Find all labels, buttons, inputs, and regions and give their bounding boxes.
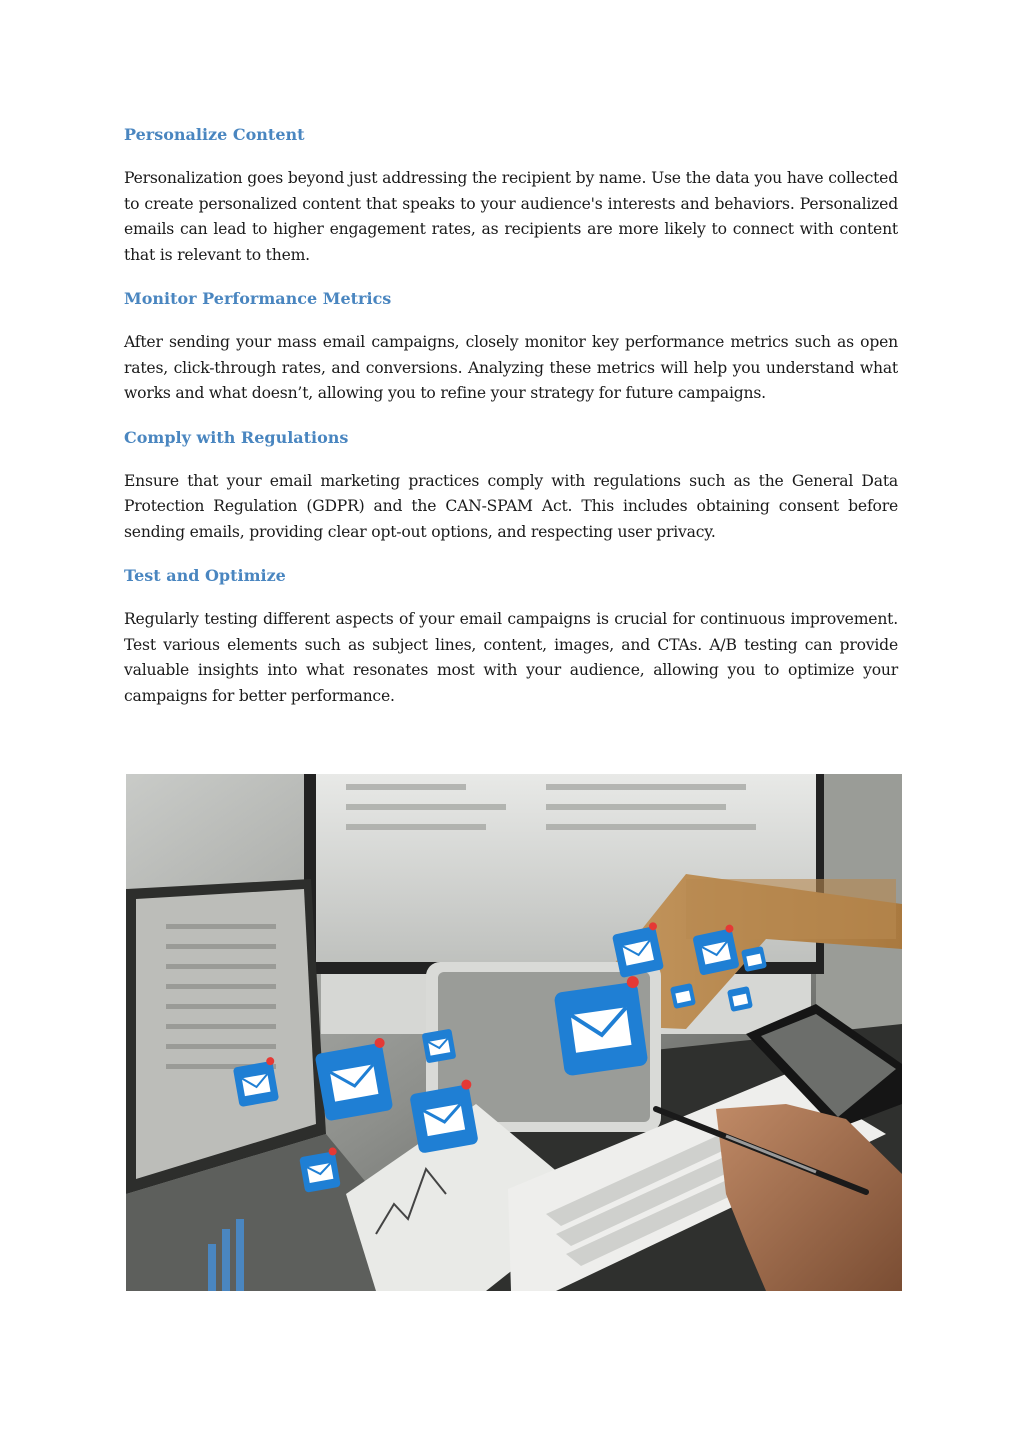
email-marketing-photo — [126, 774, 902, 1291]
section-paragraph: After sending your mass email campaigns, closely monitor key performance metrics such as open rates, click-through rates, and conversions. Analyzing these metrics will help you understand what works and what doesn’t, allowing you to refine your strategy for future campaigns. — [124, 333, 898, 402]
section-comply-regulations — [124, 423, 898, 546]
section-paragraph: Ensure that your email marketing practices comply with regulations such as the General Data Protection Regulation (GDPR) and the CAN-SPAM Act. This includes obtaining consent before sending emails, providing clear opt-out options, and respecting user privacy. — [124, 471, 898, 541]
section-paragraph: Regularly testing different aspects of your email campaigns is crucial for continuous improvement. Test various elements such as subject lines, content, images, and CTAs. A/B testing can provide valuable insights into what resonates most with your audience, allowing you to optimize your campaigns for better performance. — [124, 610, 898, 705]
section-test-optimize — [124, 561, 898, 709]
document-page — [124, 120, 898, 725]
section-personalize-content — [124, 120, 898, 268]
section-heading: Comply with Regulations — [124, 427, 349, 447]
section-paragraph: Personalization goes beyond just addressing the recipient by name. Use the data you have collected to create personalized content that speaks to your audience's interests and behaviors. Personalized emails can lead to higher engagement rates, as recipients are more likely to connect with content that is relevant to them. — [124, 169, 898, 264]
section-heading: Personalize Content — [124, 125, 305, 144]
section-heading: Monitor Performance Metrics — [124, 289, 392, 308]
section-heading: Test and Optimize — [124, 566, 286, 585]
section-monitor-performance — [124, 284, 898, 407]
